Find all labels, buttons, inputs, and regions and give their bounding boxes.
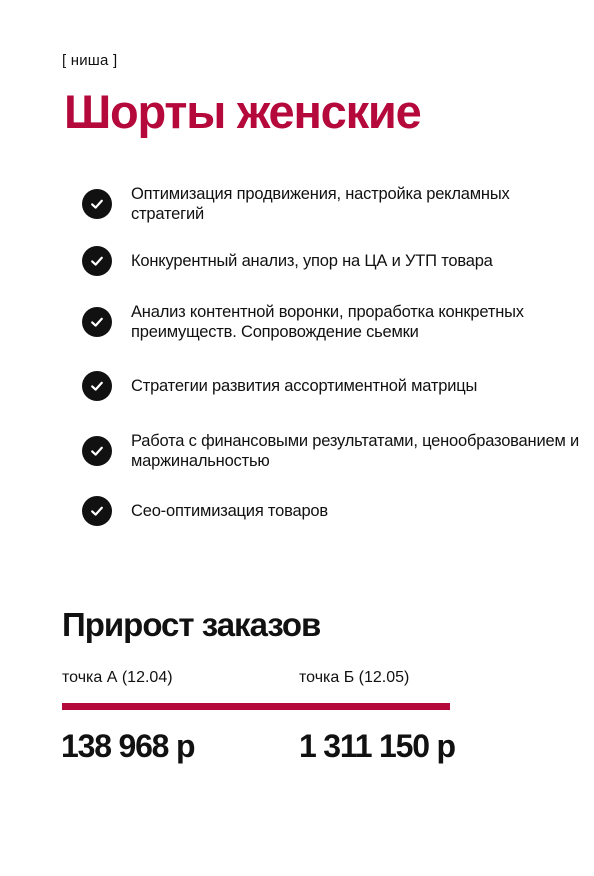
check-icon (82, 307, 112, 337)
feature-item (82, 362, 582, 410)
point-b-value: 1 311 150 р (299, 728, 455, 764)
feature-text: Конкурентный анализ, упор на ЦА и УТП товара (131, 252, 493, 270)
growth-title: Прирост заказов (62, 606, 321, 643)
check-icon (82, 246, 112, 276)
point-a-value: 138 968 р (61, 728, 195, 764)
check-icon (82, 436, 112, 466)
point-a-label: точка А (12.04) (62, 669, 173, 686)
feature-text: Анализ контентной воронки, проработка конкретных преимуществ. Сопровождение сьемки (131, 303, 524, 341)
feature-text: Оптимизация продвижения, настройка рекламных стратегий (131, 185, 510, 223)
check-icon (82, 189, 112, 219)
feature-item (82, 298, 582, 346)
feature-text: Работа с финансовыми результатами, ценообразованием и маржинальностью (131, 432, 579, 470)
feature-item (82, 427, 582, 475)
growth-progress-fill (62, 703, 450, 710)
feature-text: Стратегии развития ассортиментной матрицы (131, 377, 478, 395)
check-icon (82, 371, 112, 401)
point-b-label: точка Б (12.05) (299, 669, 410, 686)
niche-tag: [ ниша ] (62, 52, 118, 69)
feature-item (82, 180, 582, 228)
growth-progress-bar (62, 703, 450, 710)
feature-item (82, 487, 582, 535)
feature-item (82, 237, 582, 285)
check-icon (82, 496, 112, 526)
page-title: Шорты женские (64, 85, 421, 138)
feature-text: Сео-оптимизация товаров (131, 502, 328, 520)
